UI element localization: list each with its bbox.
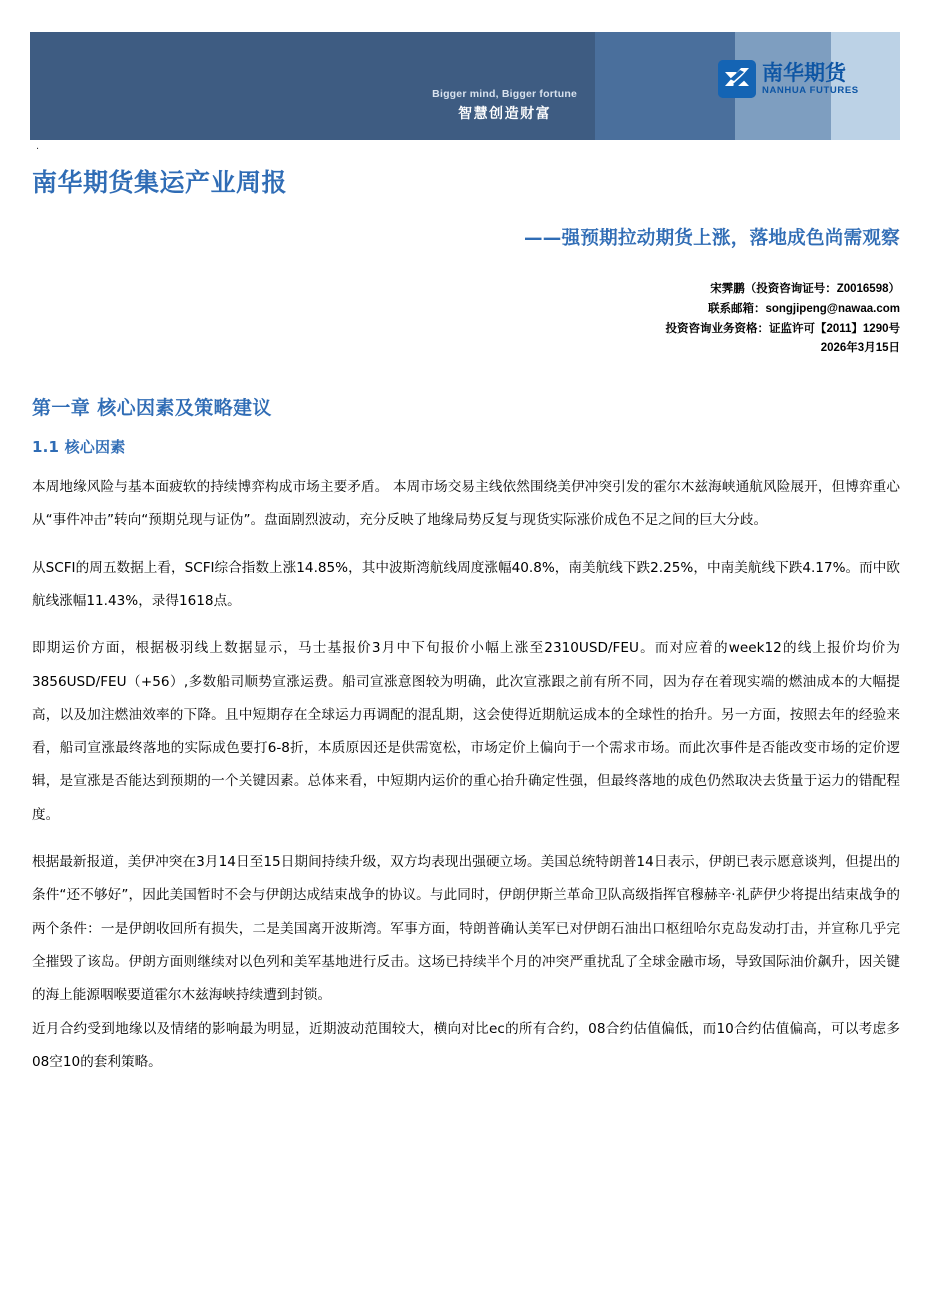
page-title: 南华期货集运产业周报	[32, 168, 288, 197]
document-body	[32, 168, 900, 1079]
logo-glyph-svg	[718, 60, 756, 98]
author-email: 联系邮箱：songjipeng@nawaa.com	[707, 302, 900, 315]
banner-band-medium	[595, 32, 735, 140]
report-date: 2026年3月15日	[820, 342, 900, 355]
body-paragraph: 即期运价方面，根据极羽线上数据显示，马士基报价3月中下旬报价小幅上涨至2310USD/FEU。而对应着的week12的线上报价均价为3856USD/FEU（+56）,多数船司顺势宣涨运费。船司宣涨意图较为明确，此次宣涨跟之前有所不同，因为存在着现实端的燃油成本的大幅提高，以及加注燃油效率的下降。且中短期存在全球运力再调配的混乱期，这会使得近期航运成本的全球性的抬升。另一方面，按照去年的经验来看，船司宣涨最终落地的实际成色要打6-8折，本质原因还是供需宽松，市场定价上偏向于一个需求市场。而此次事件是否能改变市场的定价逻辑，是宣涨是否能达到预期的一个关键因素。总体来看，中短期内运价的重心抬升确定性强，但最终落地的成色仍然取决去货量于运力的错配程度。	[32, 640, 900, 823]
logo-name-english: NANHUA FUTURES	[762, 84, 859, 96]
nanhua-logo-icon	[718, 60, 756, 98]
company-slogan	[432, 88, 577, 122]
author-name-and-license: 宋霁鹏（投资咨询证号：Z0016598）	[710, 283, 900, 295]
banner-primary-band	[30, 32, 595, 140]
author-info-block	[32, 280, 900, 359]
company-logo	[718, 60, 859, 98]
stray-punctuation-mark: .	[36, 140, 40, 152]
logo-name-chinese: 南华期货	[762, 60, 846, 85]
advisory-qualification: 投资咨询业务资格：证监许可【2011】1290号	[665, 322, 900, 335]
body-paragraph: 近月合约受到地缘以及情绪的影响最为明显，近期波动范围较大，横向对比ec的所有合约，08合约估值偏低，而10合约估值偏高，可以考虑多08空10的套利策略。	[32, 1020, 900, 1070]
slogan-english: Bigger mind, Bigger fortune	[432, 88, 577, 101]
report-subtitle: ——强预期拉动期货上涨，落地成色尚需观察	[523, 228, 900, 249]
chapter-heading: 第一章 核心因素及策略建议	[32, 397, 272, 420]
slogan-chinese: 智慧创造财富	[458, 104, 552, 121]
body-paragraph: 从SCFI的周五数据上看，SCFI综合指数上涨14.85%，其中波斯湾航线周度涨幅40.8%，南美航线下跌2.25%，中南美航线下跌4.17%。而中欧航线涨幅11.43%，录得1618点。	[32, 559, 900, 609]
logo-wordmark	[762, 60, 859, 96]
body-paragraph: 根据最新报道，美伊冲突在3月14日至15日期间持续升级，双方均表现出强硬立场。美国总统特朗普14日表示，伊朗已表示愿意谈判，但提出的条件“还不够好”，因此美国暂时不会与伊朗达成结束战争的协议。与此同时，伊朗伊斯兰革命卫队高级指挥官穆赫辛·礼萨伊少将提出结束战争的两个条件：一是伊朗收回所有损失，二是美国离开波斯湾。军事方面，特朗普确认美军已对伊朗石油出口枢纽哈尔克岛发动打击，并宣称几乎完全摧毁了该岛。伊朗方面则继续对以色列和美军基地进行反击。这场已持续半个月的冲突严重扰乱了全球金融市场，导致国际油价飙升，因关键的海上能源咽喉要道霍尔木兹海峡持续遭到封锁。	[32, 854, 900, 1004]
body-paragraph: 本周地缘风险与基本面疲软的持续博弈构成市场主要矛盾。 本周市场交易主线依然围绕美伊冲突引发的霍尔木兹海峡通航风险展开，但博弈重心从“事件冲击”转向“预期兑现与证伪”。盘面剧烈波动，充分反映了地缘局势反复与现货实际涨价成色不足之间的巨大分歧。	[32, 479, 900, 529]
subsection-heading: 1.1 核心因素	[32, 438, 126, 457]
